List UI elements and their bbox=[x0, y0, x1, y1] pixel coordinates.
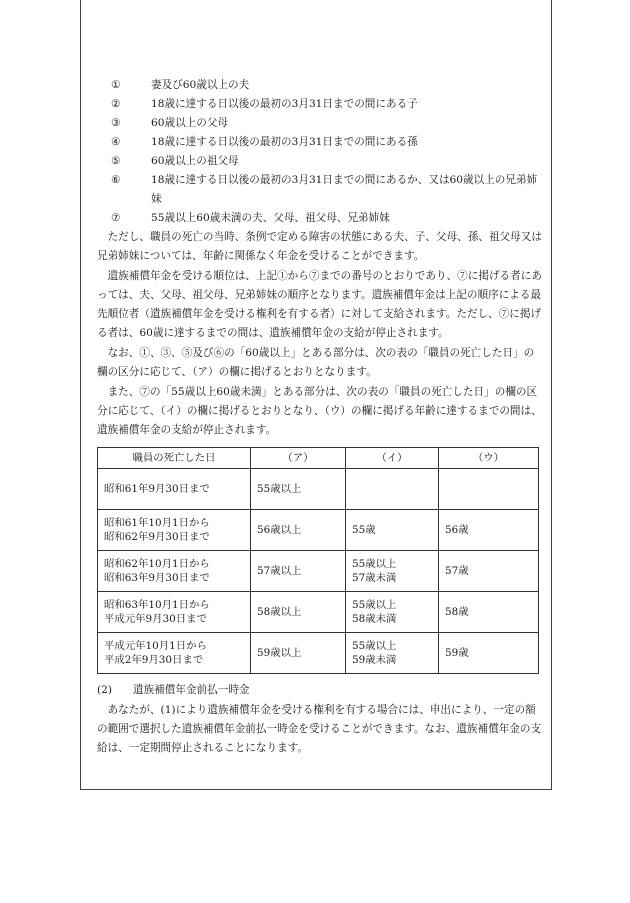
cell-a: 59歳以上 bbox=[251, 633, 346, 674]
list-item-text: 妻及び60歳以上の夫 bbox=[151, 79, 250, 91]
list-item-text: 60歳以上の祖父母 bbox=[151, 155, 239, 167]
list-item-text: 55歳以上60歳未満の夫、父母、祖父母、兄弟姉妹 bbox=[151, 212, 390, 224]
list-item bbox=[111, 171, 542, 209]
cell-u: 57歳 bbox=[439, 551, 539, 592]
cell-death-date: 昭和62年10月1日から 昭和63年9月30日まで bbox=[98, 551, 251, 592]
list-item bbox=[111, 76, 542, 95]
list-item bbox=[111, 133, 542, 152]
document-body bbox=[97, 76, 542, 758]
list-item-text: 18歳に達する日以後の最初の3月31日までの間にあるか、又は60歳以上の兄弟姉妹 bbox=[151, 174, 538, 205]
cell-death-date: 昭和61年10月1日から 昭和62年9月30日まで bbox=[98, 510, 251, 551]
list-item-number: ② bbox=[111, 98, 121, 110]
table-row bbox=[98, 510, 539, 551]
paragraph-age-note-a: なお、①、③、⑤及び⑥の「60歳以上」とある部分は、次の表の「職員の死亡した日」の欄の区分に応じて、（ア）の欄に掲げるとおりとなります。 bbox=[97, 347, 535, 378]
cell-a: 55歳以上 bbox=[251, 469, 346, 510]
cell-death-date: 昭和63年10月1日から 平成元年9月30日まで bbox=[98, 592, 251, 633]
list-item bbox=[111, 209, 542, 228]
cell-i: 55歳 bbox=[346, 510, 439, 551]
table-header-row bbox=[98, 448, 539, 469]
table-body bbox=[98, 469, 539, 674]
cell-death-date: 平成元年10月1日から 平成2年9月30日まで bbox=[98, 633, 251, 674]
list-item bbox=[111, 114, 542, 133]
list-item-number: ③ bbox=[111, 117, 121, 129]
list-item bbox=[111, 95, 542, 114]
list-item-number: ⑦ bbox=[111, 212, 121, 224]
list-item bbox=[111, 152, 542, 171]
cell-i: 55歳以上 58歳未満 bbox=[346, 592, 439, 633]
list-item-text: 18歳に達する日以後の最初の3月31日までの間にある孫 bbox=[151, 136, 418, 148]
paragraph-order: 遺族補償年金を受ける順位は、上記①から⑦までの番号のとおりであり、⑦に掲げる者にあっては、夫、父母、祖父母、兄弟姉妹の順序となります。遺族補償年金は上記の順序による最先順位者（遺族補償年金を受ける権利を有する者）に対して支給されます。ただし、⑦に掲げる者は、60歳に達するまでの間は、遺族補償年金の支給が停止されます。 bbox=[97, 270, 542, 339]
cell-i: 55歳以上 59歳未満 bbox=[346, 633, 439, 674]
cell-i: 55歳以上 57歳未満 bbox=[346, 551, 439, 592]
cell-death-date: 昭和61年9月30日まで bbox=[98, 469, 251, 510]
list-item-number: ④ bbox=[111, 136, 121, 148]
cell-a: 57歳以上 bbox=[251, 551, 346, 592]
age-table bbox=[97, 447, 539, 674]
paragraph-age-note-b: また、⑦の「55歳以上60歳未満」とある部分は、次の表の「職員の死亡した日」の欄の区分に応じて、（イ）の欄に掲げるとおりとなり、（ウ）の欄に掲げる年齢に達するまでの間は、遺族補償年金の支給が停止されます。 bbox=[97, 386, 542, 436]
paragraph-exception: ただし、職員の死亡の当時、条例で定める障害の状態にある夫、子、父母、孫、祖父母又は兄弟姉妹については、年齢に関係なく年金を受けることができます。 bbox=[97, 231, 542, 262]
beneficiary-list bbox=[97, 76, 542, 228]
header-u: （ウ） bbox=[439, 448, 539, 469]
section-2-title: 遺族補償年金前払一時金 bbox=[133, 684, 250, 696]
cell-u: 58歳 bbox=[439, 592, 539, 633]
table-row bbox=[98, 469, 539, 510]
header-death-date: 職員の死亡した日 bbox=[98, 448, 251, 469]
list-item-number: ① bbox=[111, 79, 121, 91]
list-item-text: 60歳以上の父母 bbox=[151, 117, 229, 129]
cell-a: 56歳以上 bbox=[251, 510, 346, 551]
header-a: （ア） bbox=[251, 448, 346, 469]
section-2-body: あなたが、(1)により遺族補償年金を受ける権利を有する場合には、申出により、一定の額の範囲で選択した遺族補償年金前払一時金を受けることができます。なお、遺族補償年金の支給は、一定期間停止されることになります。 bbox=[97, 704, 542, 754]
header-i: （イ） bbox=[346, 448, 439, 469]
list-item-number: ⑤ bbox=[111, 155, 121, 167]
cell-u: 56歳 bbox=[439, 510, 539, 551]
cell-u: 59歳 bbox=[439, 633, 539, 674]
cell-a: 58歳以上 bbox=[251, 592, 346, 633]
table-row bbox=[98, 551, 539, 592]
list-item-text: 18歳に達する日以後の最初の3月31日までの間にある子 bbox=[151, 98, 418, 110]
table-row bbox=[98, 633, 539, 674]
list-item-number: ⑥ bbox=[111, 174, 121, 186]
section-2-heading bbox=[97, 681, 542, 700]
table-row bbox=[98, 592, 539, 633]
section-2-number: (2) bbox=[97, 684, 113, 696]
cell-i bbox=[346, 469, 439, 510]
cell-u bbox=[439, 469, 539, 510]
